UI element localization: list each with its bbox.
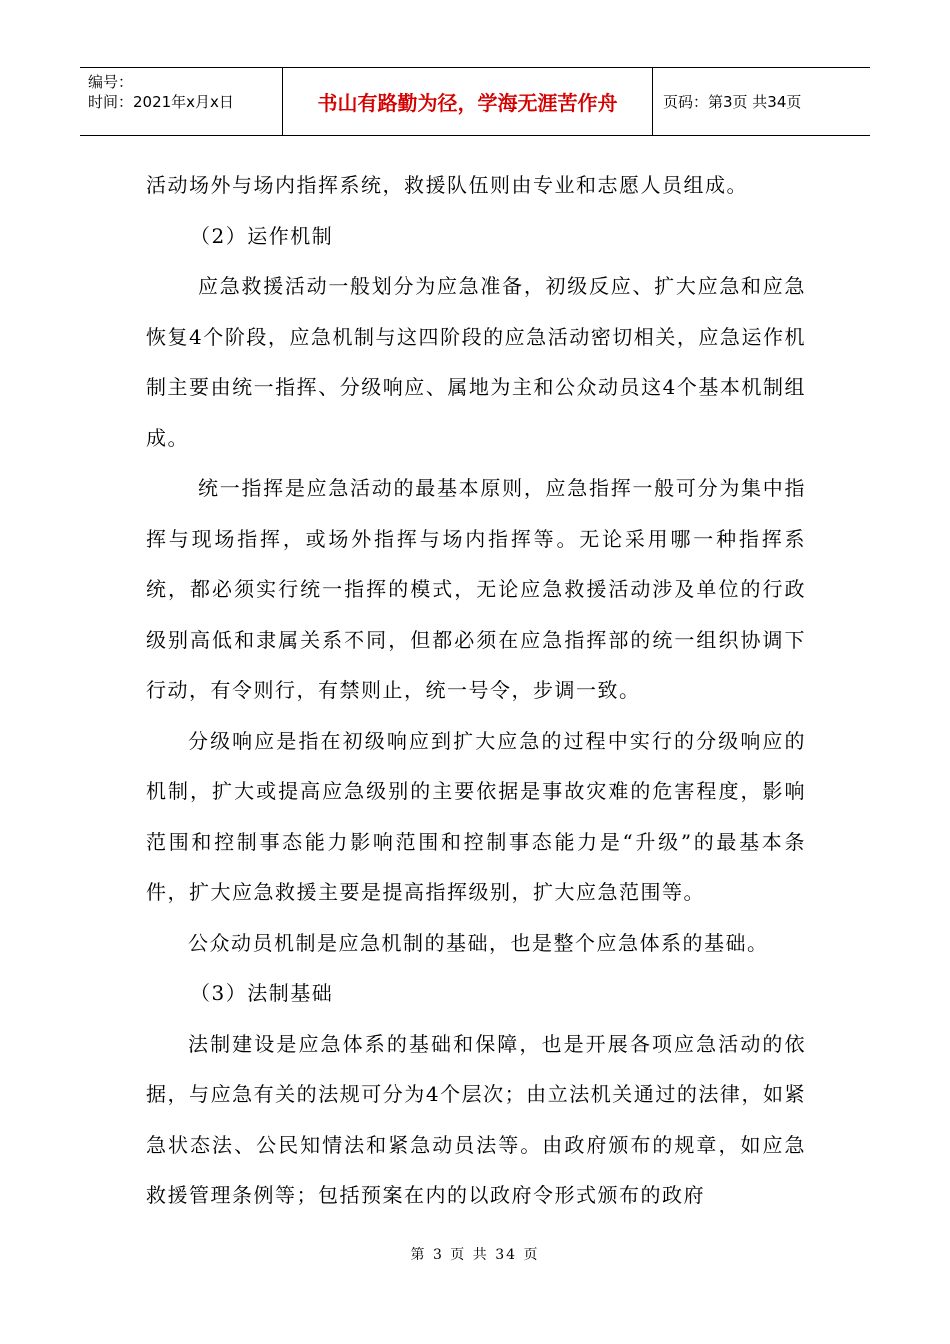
date-label: 时间：2021年x月x日 [88, 93, 234, 111]
page-header [80, 67, 870, 136]
section-heading: （3）法制基础 [190, 981, 334, 1005]
paragraph: 公众动员机制是应急机制的基础，也是整个应急体系的基础。 [188, 930, 769, 955]
paragraph: 应急救援活动一般划分为应急准备，初级反应、扩大应急和应急恢复4个阶段，应急机制与这四阶段的应急活动密切相关，应急运作机制主要由统一指挥、分级响应、属地为主和公众动员这4个基本机制组成。 [146, 274, 806, 450]
header-meta [80, 68, 283, 135]
page-footer: 第 3 页 共 34 页 [410, 1247, 540, 1263]
doc-number-label: 编号： [88, 73, 134, 91]
paragraph: 法制建设是应急体系的基础和保障，也是开展各项应急活动的依据，与应急有关的法规可分为4个层次；由立法机关通过的法律，如紧急状态法、公民知情法和紧急动员法等。由政府颁布的规章，如应急救援管理条例等；包括预案在内的以政府令形式颁布的政府 [146, 1031, 806, 1207]
document-body [146, 160, 806, 1221]
header-motto: 书山有路勤为径，学海无涯苦作舟 [283, 68, 653, 135]
paragraph: 分级响应是指在初级响应到扩大应急的过程中实行的分级响应的机制，扩大或提高应急级别的主要依据是事故灾难的危害程度，影响范围和控制事态能力影响范围和控制事态能力是“升级”的最基本条件，扩大应急救援主要是提高指挥级别，扩大应急范围等。 [146, 728, 806, 904]
paragraph: 活动场外与场内指挥系统，救援队伍则由专业和志愿人员组成。 [146, 173, 748, 197]
paragraph: 统一指挥是应急活动的最基本原则，应急指挥一般可分为集中指挥与现场指挥，或场外指挥与场内指挥等。无论采用哪一种指挥系统，都必须实行统一指挥的模式，无论应急救援活动涉及单位的行政级别高低和隶属关系不同，但都必须在应急指挥部的统一组织协调下行动，有令则行，有禁则止，统一号令，步调一致。 [146, 476, 806, 702]
section-heading: （2）运作机制 [190, 223, 334, 248]
header-page-info: 页码：第3页 共34页 [663, 93, 802, 111]
